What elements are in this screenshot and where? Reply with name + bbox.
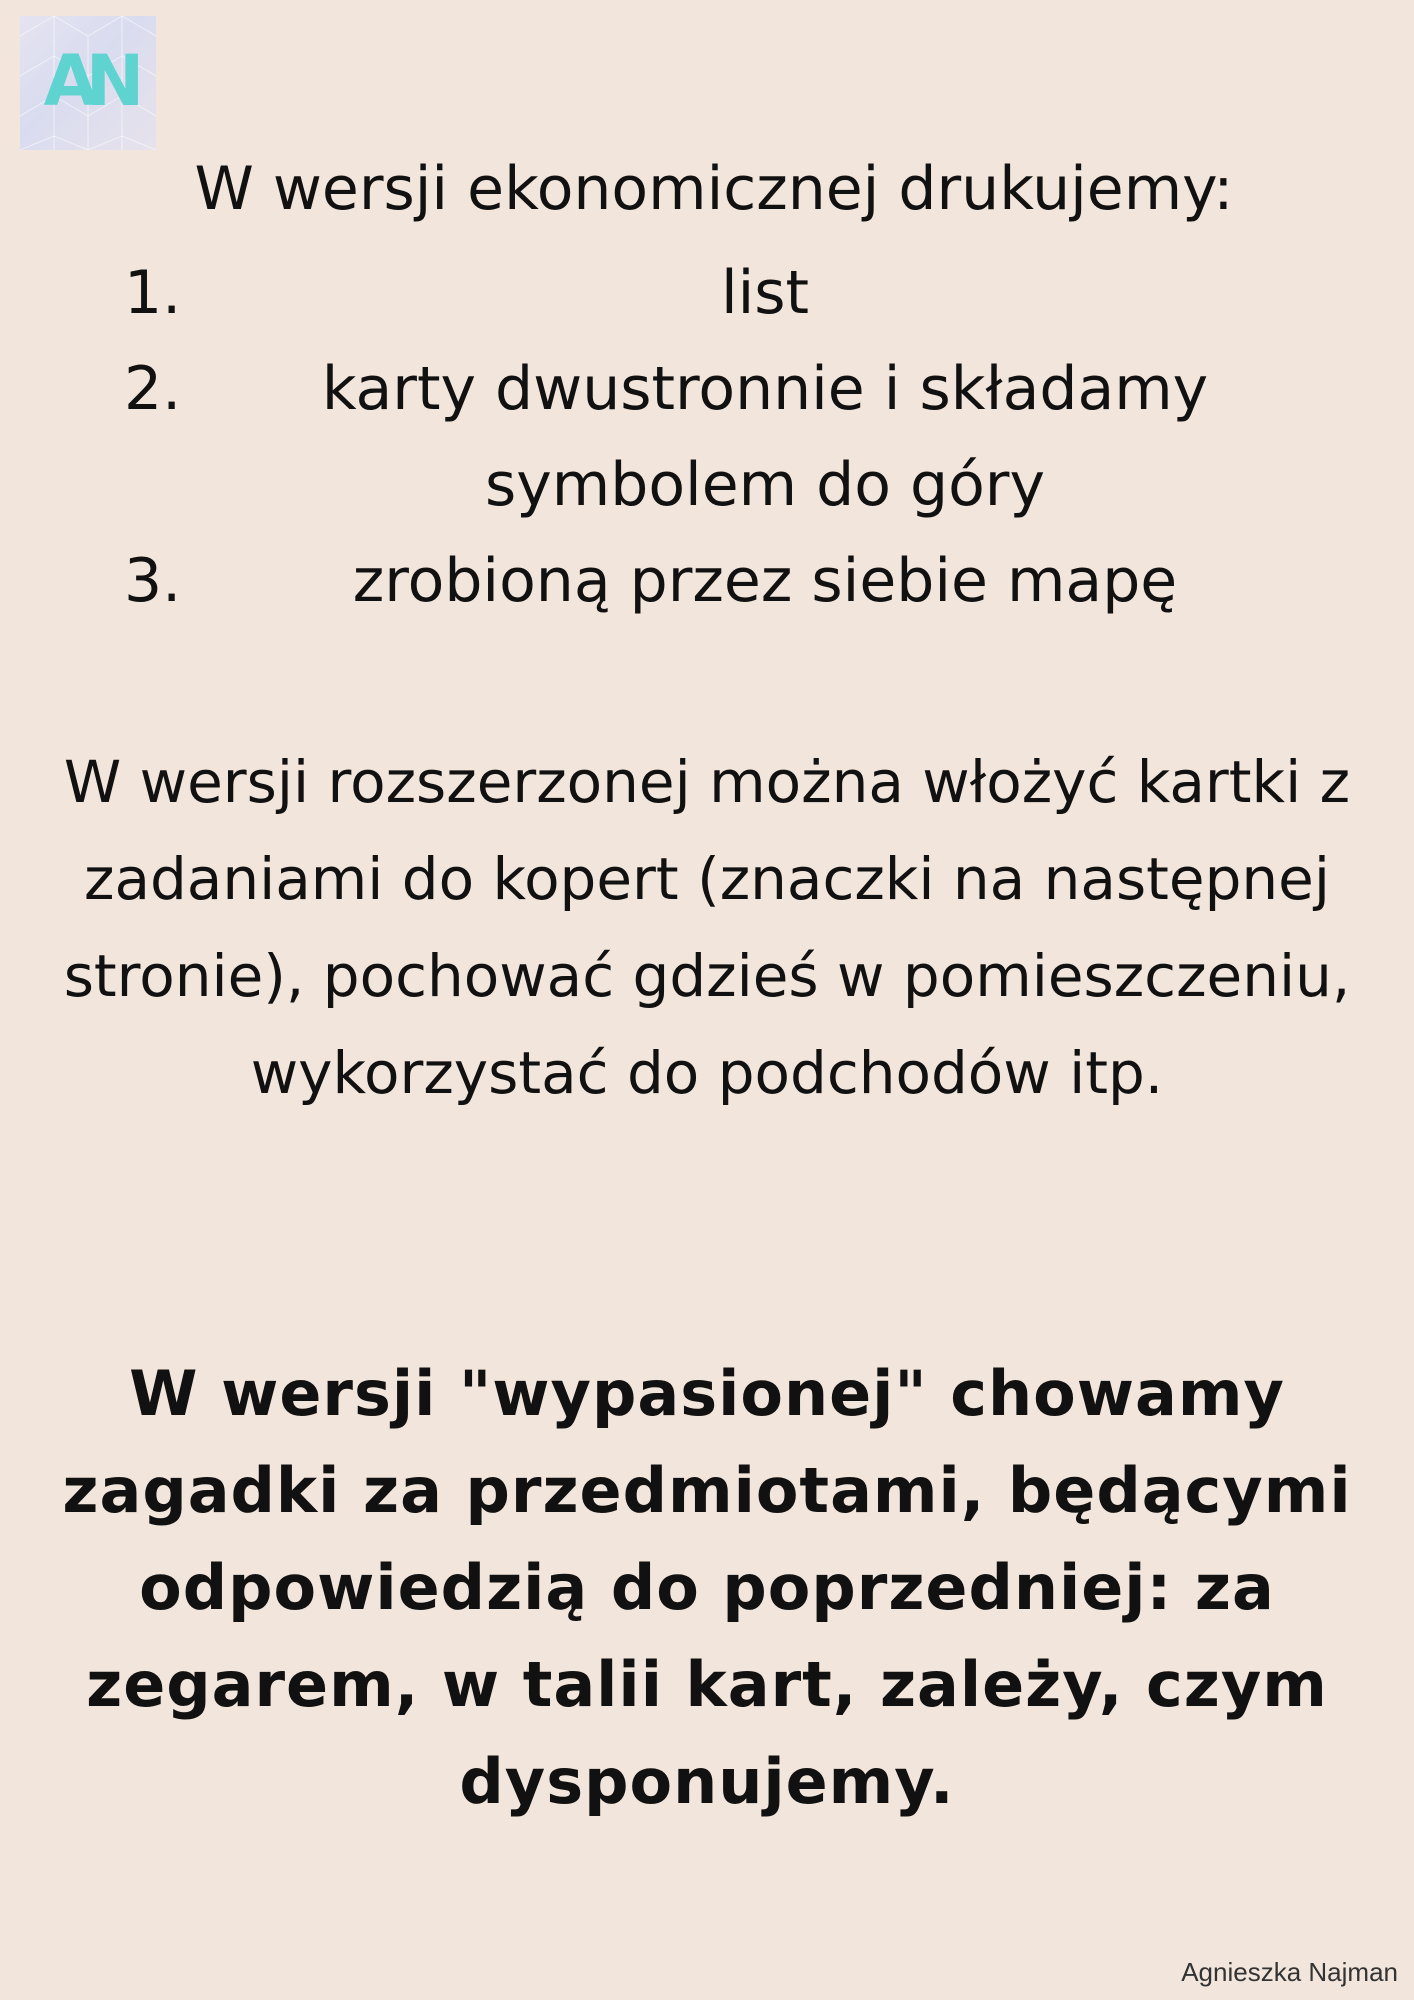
- list-item-text: karty dwustronnie i składamy symbolem do góry: [321, 354, 1209, 520]
- deluxe-version-paragraph: W wersji "wypasionej" chowamy zagadki za przedmiotami, będącymi odpowiedzią do poprzedniej: za zegarem, w talii kart, zależy, czym dysponujemy.: [62, 1357, 1352, 1818]
- list-item-number: 1.: [124, 258, 182, 328]
- list-item: [0, 245, 1414, 341]
- list-item-number: 3.: [124, 546, 182, 616]
- author-signature: Agnieszka Najman: [1181, 1957, 1398, 1987]
- page-heading: W wersji ekonomicznej drukujemy:: [194, 154, 1234, 224]
- print-list: [0, 245, 1414, 629]
- logo: [20, 16, 156, 150]
- list-item-number: 2.: [124, 354, 182, 424]
- list-item: [0, 533, 1414, 629]
- list-item: [0, 341, 1414, 533]
- extended-version-paragraph: W wersji rozszerzonej można włożyć kartki z zadaniami do kopert (znaczki na następnej stronie), pochować gdzieś w pomieszczeniu, wykorzystać do podchodów itp.: [63, 748, 1351, 1107]
- logo-text: AN: [43, 40, 133, 122]
- list-item-text: list: [720, 258, 810, 328]
- list-item-text: zrobioną przez siebie mapę: [352, 546, 1178, 616]
